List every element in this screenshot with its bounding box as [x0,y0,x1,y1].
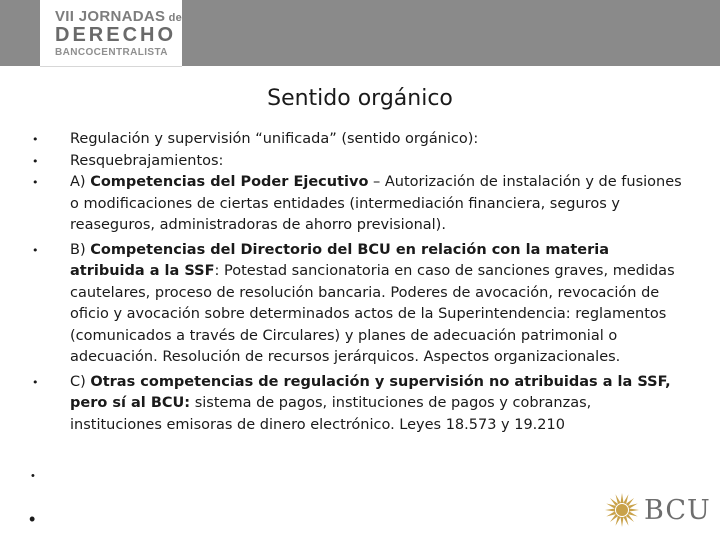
logo-line1-main: VII JORNADAS [55,8,166,25]
bullet-dot-icon: • [32,243,39,257]
bcu-logo-text: BCU [644,495,711,526]
bullet-text: sistema de pagos, instituciones de pagos y cobranzas, instituciones emisoras de dinero electrónico. Leyes 18.573 y 19.210 [70,395,592,433]
empty-bullet-dot-icon: • [31,470,35,482]
logo-line2: DERECHO [55,24,177,46]
bullet-item [32,372,682,437]
bcu-logo [604,490,710,530]
bullet-bold-text: Otras competencias de regulación y supervisión no atribuidas a la SSF, pero sí al BCU: [70,373,671,411]
sun-emblem-icon [604,490,640,530]
bullet-dot-icon: • [32,133,39,146]
bullet-dot-icon: • [32,375,39,389]
bullet-bold-text: Competencias del Directorio del BCU en relación con la materia atribuida a la SSF [70,241,609,279]
bullet-text: Regulación y supervisión “unificada” (sentido orgánico): [70,131,479,147]
bullet-text: – Autorización de instalación y de fusiones o modificaciones de ciertas entidades (intermediación financiera, seguros y reaseguros, administradoras de ahorro previsional). [70,174,682,233]
bullet-dot-icon: • [32,154,39,168]
bullet-item [32,129,682,151]
logo-line3: BANCOCENTRALISTA [55,47,168,58]
empty-bullet-dot-icon: • [29,509,36,529]
bullet-item [32,151,682,173]
bullet-prefix: A) [70,174,91,190]
bullet-item [32,240,682,369]
jornadas-logo [40,0,182,67]
bullet-text: Resquebrajamientos: [70,152,224,169]
logo-line1-suffix: de [165,12,183,24]
slide-title-wrap [0,86,720,111]
bullet-prefix: B) [70,241,91,258]
bullet-text: : Potestad sancionatoria en caso de sanciones graves, medidas cautelares, proceso de resolución bancaria. Poderes de avocación, revocación de oficio y avocación sobre determinados actos de la Superintendencia: reglamentos (comunicados a través de Circulares) y planes de adecuación patrimonial o adecuación. Resolución de recursos jerárquicos. Aspectos organizacionales. [70,263,675,365]
bullet-item [32,172,682,237]
bullet-prefix: C) [70,373,91,390]
bullet-dot-icon: • [32,176,39,189]
bullet-list [32,129,682,436]
slide-title: Sentido orgánico [267,86,453,111]
bullet-bold-text: Competencias del Poder Ejecutivo [90,174,369,190]
